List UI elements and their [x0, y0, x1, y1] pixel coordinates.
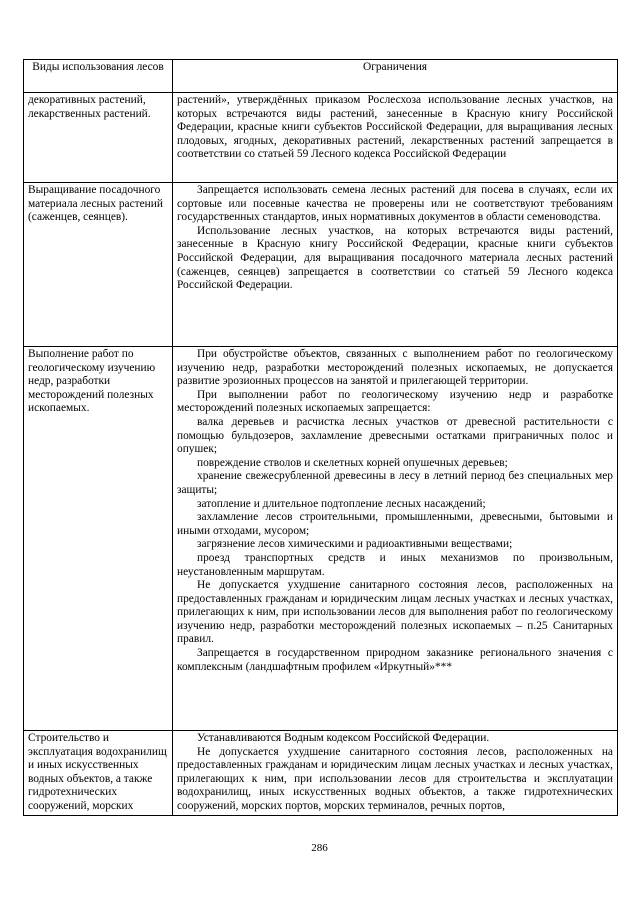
restriction-cell	[173, 93, 618, 183]
restriction-paragraph: загрязнение лесов химическими и радиоактивными веществами;	[197, 538, 513, 551]
restriction-cell	[173, 183, 618, 347]
restriction-paragraph: Не допускается ухудшение санитарного состояния лесов, расположенных на предоставленных гражданам и юридическим лицам лесных участках и лесных участках, прилегающих к ним, при использовании лесов для выполнения работ по геологическому изучению недр, разработки месторождений полезных ископаемых – п.25 Санитарных правил.	[177, 579, 613, 646]
restriction-paragraph: проезд транспортных средств и иных механизмов по произвольным, неустановленным маршрутам.	[177, 551, 613, 578]
restriction-cell	[173, 731, 618, 816]
restriction-paragraph: затопление и длительное подтопление лесных насаждений;	[197, 497, 486, 510]
table-header-row	[24, 60, 618, 93]
restrictions-table	[23, 59, 618, 816]
table-row	[24, 93, 618, 183]
restriction-paragraph: хранение свежесрубленной древесины в лесу в летний период без специальных мер защиты;	[177, 470, 613, 496]
restriction-paragraph: При выполнении работ по геологическому изучению недр и разработке месторождений полезных ископаемых запрещается:	[177, 388, 613, 415]
header-use-types: Виды использования лесов	[24, 60, 173, 93]
restriction-paragraph: повреждение стволов и скелетных корней опушечных деревьев;	[197, 456, 508, 469]
restriction-paragraph: растений», утверждённых приказом Рослесхоза использование лесных участков, на которых встречаются виды растений, занесенные в Красную книгу Российской Федерации, красные книги субъектов Российской Федерации, для выращивания лесных плодовых, ягодных, декоративных растений, лекарственных растений запрещается в соответствии со статьей 59 Лесного кодекса Российской Федерации	[177, 94, 613, 161]
restriction-paragraph: Не допускается ухудшение санитарного состояния лесов, расположенных на предоставленных гражданам и юридическим лицам лесных участках и лесных участках, прилегающих к ним, при использовании лесов для строительства и эксплуатации водохранилищ, иных искусственных водных объектов, а также гидротехнических сооружений, морских портов, морских терминалов, речных портов,	[177, 745, 613, 812]
table-row	[24, 731, 618, 816]
table-row	[24, 347, 618, 731]
restriction-paragraph: захламление лесов строительными, промышленными, древесными, бытовыми и иными отходами, мусором;	[177, 511, 613, 537]
restriction-paragraph: При обустройстве объектов, связанных с выполнением работ по геологическому изучению недр, разработки месторождений полезных ископаемых, не допускается развитие эрозионных процессов на занятой и прилегающей территории.	[177, 348, 613, 388]
page-number: 286	[311, 842, 328, 854]
use-type-cell: декоративных растений, лекарственных растений.	[24, 93, 173, 183]
table-row	[24, 183, 618, 347]
header-restrictions: Ограничения	[173, 60, 618, 93]
restriction-paragraph: Запрещается в государственном природном заказнике регионального значения с комплексным (ландшафтным профилем «Иркутный»***	[177, 647, 613, 673]
use-type-cell: Выполнение работ по геологическому изучению недр, разработки месторождений полезных ископаемых.	[24, 347, 173, 731]
restriction-paragraph: Устанавливаются Водным кодексом Российской Федерации.	[197, 732, 490, 744]
restriction-paragraph: валка деревьев и расчистка лесных участков от древесной растительности с помощью бульдозеров, захламление древесными остатками приграничных полос и опушек;	[177, 415, 613, 456]
use-type-cell: Выращивание посадочного материала лесных растений (саженцев, сеянцев).	[24, 183, 173, 347]
restriction-cell	[173, 347, 618, 731]
restriction-paragraph: Запрещается использовать семена лесных растений для посева в случаях, если их сортовые или посевные качества не проверены или не соответствуют требованиям государственных стандартов, иных нормативных документов в области семеноводства.	[177, 184, 613, 224]
use-type-cell: Строительство и эксплуатация водохранилищ и иных искусственных водных объектов, а также гидротехнических сооружений, морских	[24, 731, 173, 816]
restriction-paragraph: Использование лесных участков, на которых встречаются виды растений, занесенные в Красную книгу Российской Федерации, красные книги субъектов Российской Федерации, для выращивания посадочного материала лесных растений (саженцев, сеянцев) запрещается в соответствии со статьей 59 Лесного кодекса Российской Федерации.	[177, 224, 613, 292]
